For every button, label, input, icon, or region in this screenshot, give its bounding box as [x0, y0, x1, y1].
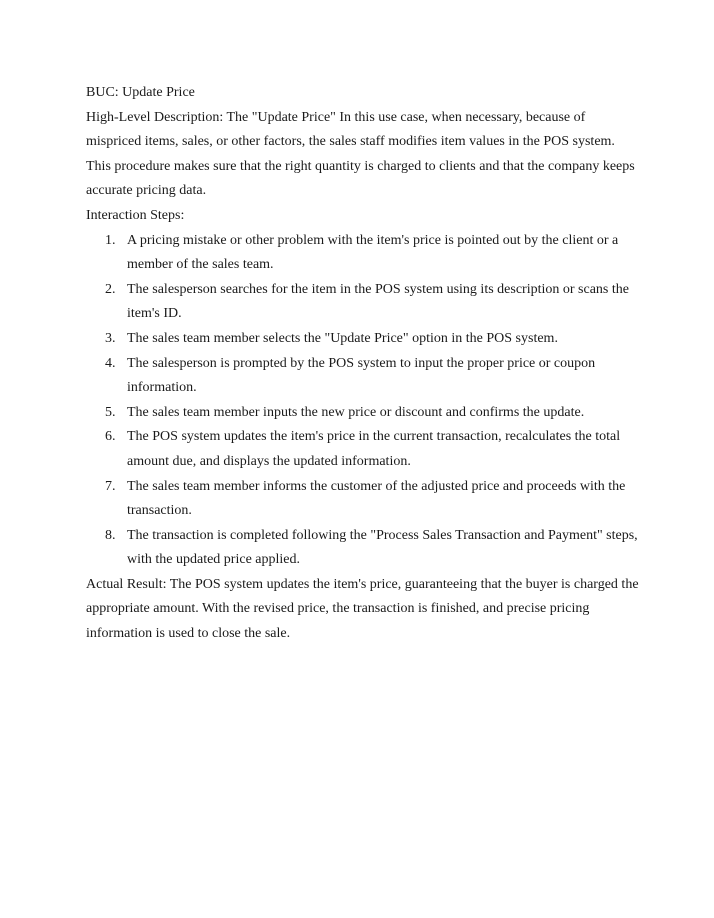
step-number: 7. — [105, 478, 116, 494]
list-item — [86, 524, 642, 573]
step-text: The salesperson is prompted by the POS system to input the proper price or coupon information. — [127, 355, 596, 396]
step-number: 8. — [105, 527, 116, 543]
step-text: The sales team member selects the "Update Price" option in the POS system. — [127, 330, 558, 346]
high-level-description: High-Level Description: The "Update Price" In this use case, when necessary, because of mispriced items, sales, or other factors, the sales staff modifies item values in the POS system. This procedure makes sure that the right quantity is charged to clients and that the company keeps accurate pricing data. — [86, 109, 635, 199]
step-number: 6. — [105, 429, 116, 445]
step-number: 2. — [105, 281, 116, 297]
list-item — [86, 352, 642, 401]
step-text: The sales team member inputs the new price or discount and confirms the update. — [127, 404, 585, 420]
list-item — [86, 425, 642, 474]
step-number: 3. — [105, 330, 116, 346]
list-item — [86, 229, 642, 278]
list-item — [86, 327, 642, 352]
step-text: The POS system updates the item's price in the current transaction, recalculates the total amount due, and displays the updated information. — [127, 429, 621, 469]
step-number: 1. — [105, 232, 116, 248]
document-page — [86, 81, 642, 647]
step-number: 4. — [105, 355, 116, 371]
document-title: BUC: Update Price — [86, 85, 195, 100]
actual-result: Actual Result: The POS system updates the item's price, guaranteeing that the buyer is charged the appropriate amount. With the revised price, the transaction is finished, and precise pricing information is used to close the sale. — [86, 576, 639, 642]
step-text: The salesperson searches for the item in the POS system using its description or scans the item's ID. — [127, 281, 629, 322]
step-text: The sales team member informs the customer of the adjusted price and proceeds with the transaction. — [127, 478, 626, 519]
step-number: 5. — [105, 404, 116, 420]
step-text: A pricing mistake or other problem with the item's price is pointed out by the client or a member of the sales team. — [127, 232, 619, 273]
interaction-steps-list — [86, 229, 642, 573]
list-item — [86, 401, 642, 426]
list-item — [86, 475, 642, 524]
interaction-steps-heading: Interaction Steps: — [86, 207, 185, 223]
list-item — [86, 278, 642, 327]
step-text: The transaction is completed following the "Process Sales Transaction and Payment" steps, with the updated price applied. — [127, 527, 638, 568]
